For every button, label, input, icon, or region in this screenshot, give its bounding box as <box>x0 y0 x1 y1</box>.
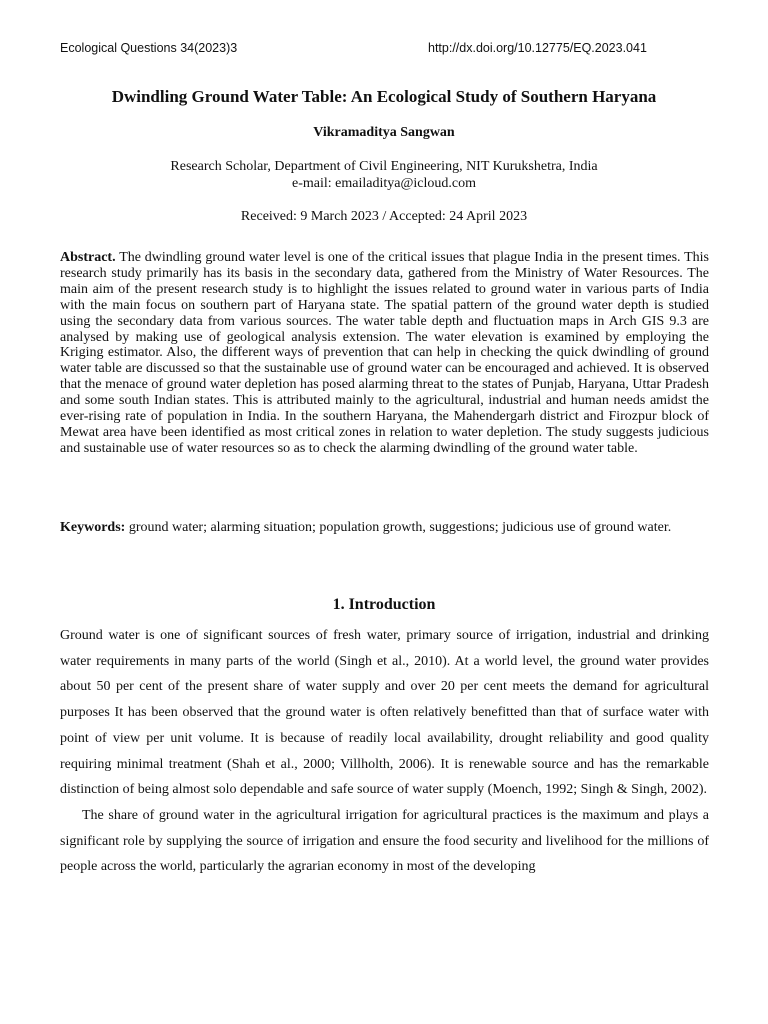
received-accepted-dates: Received: 9 March 2023 / Accepted: 24 April 2023 <box>240 209 528 224</box>
section-heading-introduction: 1. Introduction <box>332 596 436 613</box>
introduction-body <box>60 623 709 880</box>
paragraph: The share of ground water in the agricultural irrigation for agricultural practices is the maximum and plays a significant role by supplying the source of irrigation and ensure the food security and livelihood for the millions of people across the world, particularly the agrarian economy in most of the developing <box>60 807 709 875</box>
paragraph: Ground water is one of significant sources of fresh water, primary source of irrigation, industrial and drinking water requirements in many parts of the world (Singh et al., 2010). At a world level, the ground water provides about 50 per cent of the present share of water supply and over 20 per cent meets the demand for agricultural purposes It has been observed that the ground water is often relatively benefitted than that of surface water with point of view per unit volume. It is because of readily local availability, drought reliability and good quality requiring minimal treatment (Shah et al., 2000; Villholth, 2006). It is renewable source and has the remarkable distinction of being almost solo dependable and safe source of water supply (Moench, 1992; Singh & Singh, 2002). <box>60 628 709 798</box>
keywords <box>60 519 709 537</box>
doi-link[interactable]: http://dx.doi.org/10.12775/EQ.2023.041 <box>428 41 647 55</box>
keywords-label: Keywords: <box>60 520 126 535</box>
journal-citation: Ecological Questions 34(2023)3 <box>60 41 238 55</box>
author-affiliation-block <box>0 159 768 192</box>
abstract <box>60 250 709 457</box>
paper-title: Dwindling Ground Water Table: An Ecological Study of Southern Haryana <box>111 87 657 106</box>
author-email[interactable]: e-mail: emailaditya@icloud.com <box>292 175 476 191</box>
abstract-label: Abstract. <box>60 250 116 265</box>
affiliation: Research Scholar, Department of Civil Engineering, NIT Kurukshetra, India <box>170 159 598 174</box>
abstract-text: The dwindling ground water level is one of the critical issues that plague India in the present times. This research study primarily has its basis in the secondary data, gathered from the Ministry of Water Resources. The main aim of the present research study is to highlight the issues related to ground water in various parts of India with the main focus on southern part of Haryana state. The spatial pattern of the ground water depth is studied using the secondary data from various sources. The water table depth and fluctuation maps in Arch GIS 9.3 are analysed by making use of geological analysis extension. The water elevation is examined by employing the Kriging estimator. Also, the different ways of prevention that can help in checking the quick dwindling of ground water table are discussed so that the sustainable use of ground water can be encouraged and achieved. It is observed that the menace of ground water depletion has posed alarming threat to the states of Punjab, Haryana, Uttar Pradesh and some south Indian states. This is attributed mainly to the agricultural, industrial and human needs amidst the ever-rising rate of population in India. In the southern Haryana, the Mahendergarh district and Firozpur block of Mewat area have been identified as most critical zones in relation to water depletion. The study suggests judicious and sustainable use of water resources so as to check the alarming dwindling of the ground water table. <box>60 250 709 456</box>
author-name: Vikramaditya Sangwan <box>313 125 455 140</box>
keywords-text: ground water; alarming situation; population growth, suggestions; judicious use of ground water. <box>128 520 672 535</box>
running-header <box>60 41 708 59</box>
